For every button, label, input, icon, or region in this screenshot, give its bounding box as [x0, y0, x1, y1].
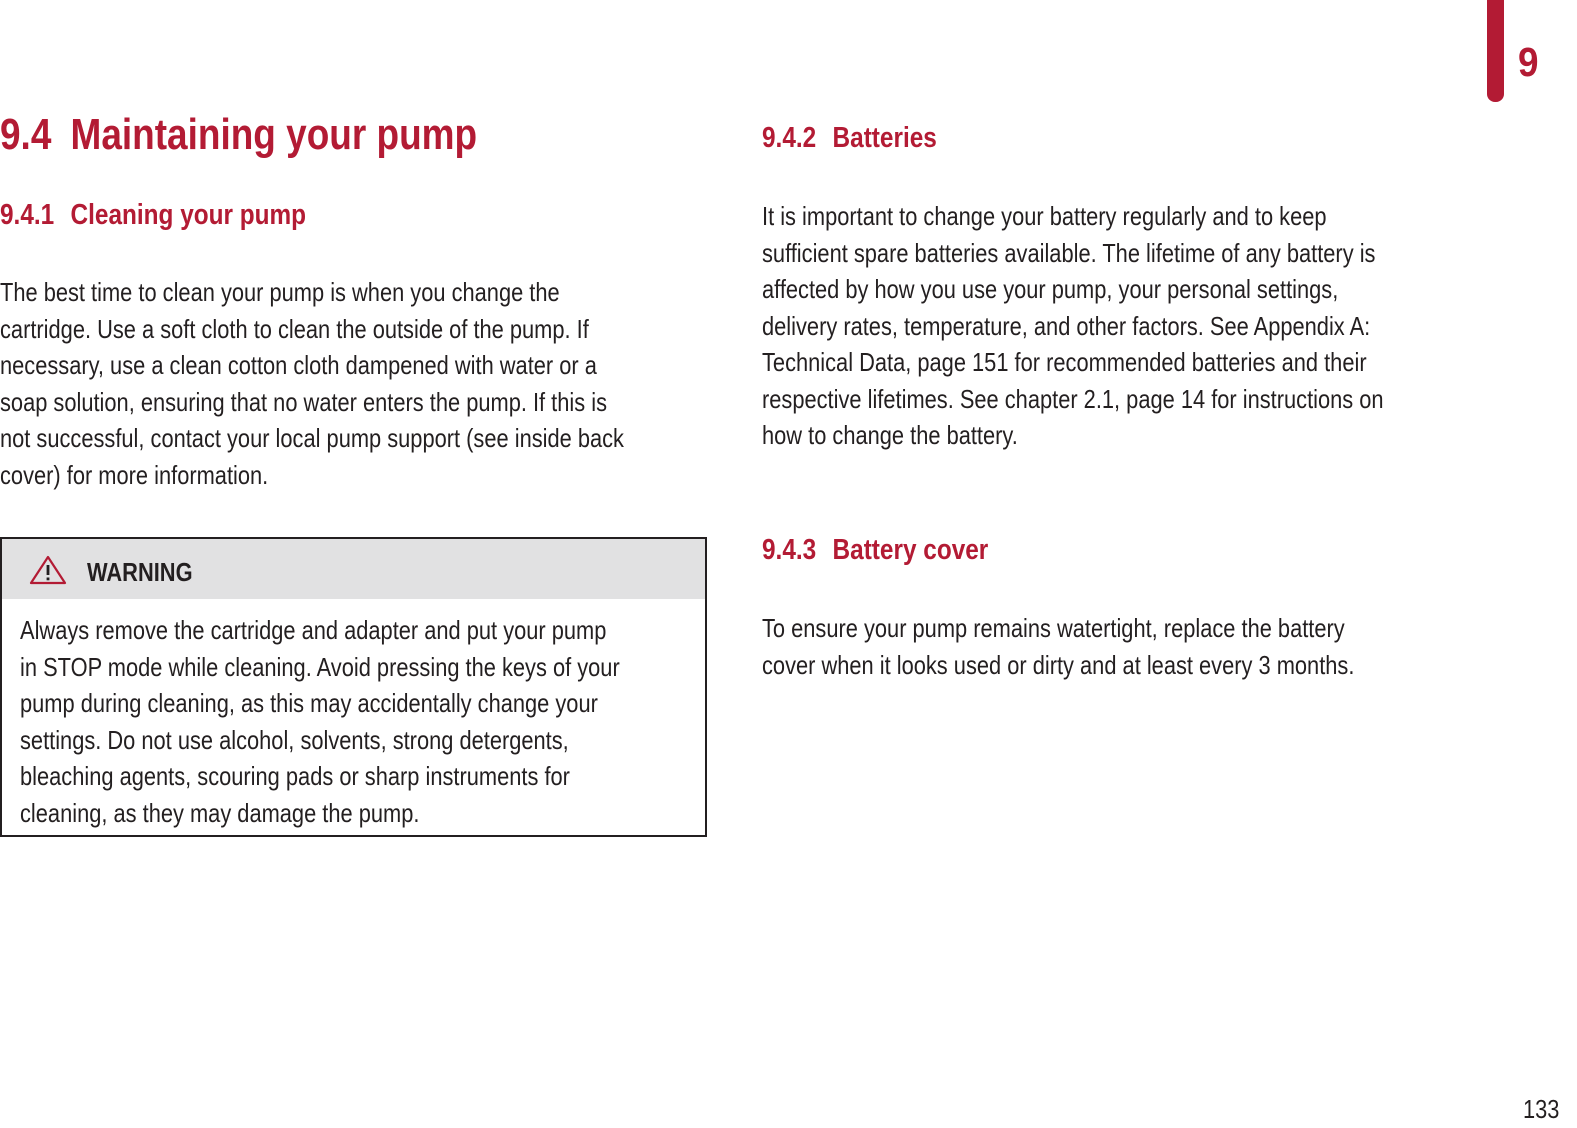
cleaning-line: not successful, contact your local pump support (see inside back: [0, 423, 624, 453]
chapter-number: 9: [1518, 39, 1539, 85]
cleaning-line: soap solution, ensuring that no water enters the pump. If this is: [0, 386, 608, 417]
warning-line: pump during cleaning, as this may accidentally change your: [20, 688, 598, 718]
warning-title: [87, 559, 213, 585]
section-heading: [0, 110, 568, 159]
warning-paragraph: [20, 612, 734, 831]
cleaning-paragraph: [0, 274, 743, 493]
page-number: [1523, 1096, 1566, 1122]
warning-triangle-icon: [29, 555, 67, 585]
batteries-line: how to change the battery.: [762, 420, 1018, 450]
cleaning-line: necessary, use a clean cotton cloth dampened with water or a: [0, 350, 597, 380]
warning-line: cleaning, as they may damage the pump.: [20, 797, 420, 828]
battery-cover-number: 9.4.3: [762, 534, 817, 566]
batteries-line: Technical Data, page 151 for recommended batteries and their: [762, 347, 1367, 377]
warning-box: [0, 537, 707, 837]
cleaning-line: cartridge. Use a soft cloth to clean the outside of the pump. If: [0, 313, 589, 344]
batteries-line: sufficient spare batteries available. The lifetime of any battery is: [762, 237, 1376, 268]
cleaning-number: 9.4.1: [0, 199, 55, 231]
cleaning-line: The best time to clean your pump is when you change the: [0, 277, 560, 307]
section-number: 9.4: [0, 110, 52, 159]
warning-line: settings. Do not use alcohol, solvents, strong detergents,: [20, 724, 569, 755]
warning-line: in STOP mode while cleaning. Avoid pressing the keys of your: [20, 651, 620, 682]
batteries-heading: [762, 124, 970, 153]
batteries-line: delivery rates, temperature, and other factors. See Appendix A:: [762, 310, 1371, 341]
warning-title-text: WARNING: [87, 557, 193, 587]
batteries-line: affected by how you use your pump, your personal settings,: [762, 274, 1339, 304]
battery-cover-paragraph: [762, 610, 1467, 683]
chapter-tab-bar: [1487, 0, 1504, 102]
cleaning-title: Cleaning your pump: [70, 199, 307, 231]
batteries-line: respective lifetimes. See chapter 2.1, page 14 for instructions on: [762, 383, 1384, 414]
page-number-text: 133: [1523, 1094, 1560, 1124]
warning-header: [2, 539, 705, 599]
warning-line: bleaching agents, scouring pads or sharp instruments for: [20, 761, 570, 791]
cleaning-line: cover) for more information.: [0, 459, 269, 490]
batteries-paragraph: [762, 198, 1502, 454]
battery-cover-title: Battery cover: [832, 534, 989, 566]
battery-cover-line: To ensure your pump remains watertight, replace the battery: [762, 613, 1345, 643]
batteries-title: Batteries: [832, 122, 937, 154]
battery-cover-line: cover when it looks used or dirty and at least every 3 months.: [762, 649, 1355, 680]
warning-line: Always remove the cartridge and adapter and put your pump: [20, 615, 607, 645]
batteries-line: It is important to change your battery regularly and to keep: [762, 201, 1327, 231]
section-title: Maintaining your pump: [70, 110, 478, 159]
battery-cover-heading: [762, 536, 1031, 565]
cleaning-heading: [0, 201, 364, 230]
batteries-number: 9.4.2: [762, 122, 817, 154]
